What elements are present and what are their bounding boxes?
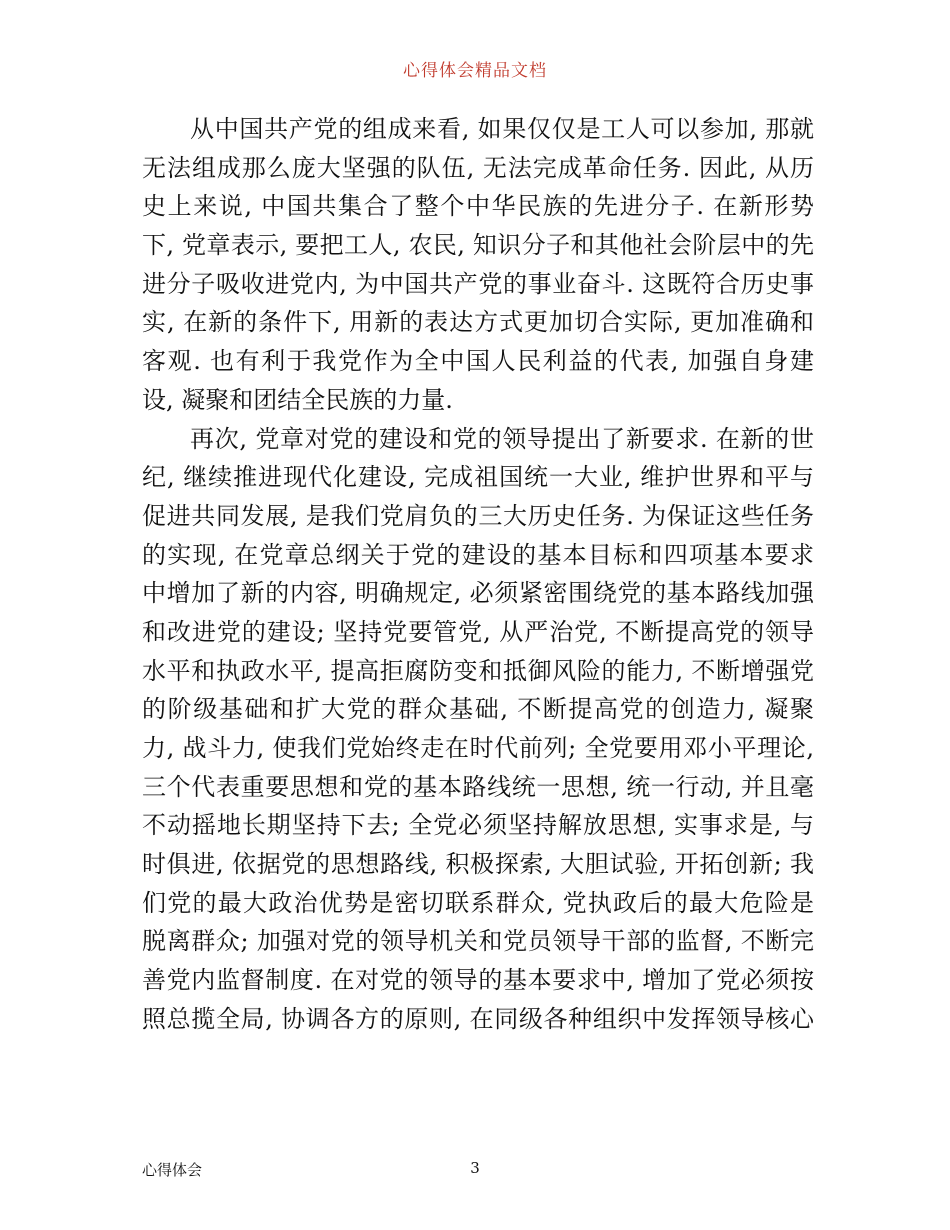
- text-line: 再次, 党章对党的建设和党的领导提出了新要求. 在新的世: [190, 424, 814, 453]
- paragraph-1: [142, 110, 814, 420]
- text-line: 的实现, 在党章总纲关于党的建设的基本目标和四项基本要求: [142, 540, 814, 569]
- text-line: 时俱进, 依据党的思想路线, 积极探索, 大胆试验, 开拓创新; 我: [142, 850, 814, 879]
- text-line: 和改进党的建设; 坚持党要管党, 从严治党, 不断提高党的领导: [142, 617, 814, 646]
- text-line: 实, 在新的条件下, 用新的表达方式更加切合实际, 更加准确和: [142, 308, 814, 337]
- text-line: 水平和执政水平, 提高拒腐防变和抵御风险的能力, 不断增强党: [142, 656, 814, 685]
- text-line: 中增加了新的内容, 明确规定, 必须紧密围绕党的基本路线加强: [142, 579, 814, 608]
- text-line: 无法组成那么庞大坚强的队伍, 无法完成革命任务. 因此, 从历: [142, 153, 814, 182]
- document-header-title: 心得体会精品文档: [403, 61, 547, 81]
- text-line: 设, 凝聚和团结全民族的力量.: [142, 385, 453, 414]
- text-line: 力, 战斗力, 使我们党始终走在时代前列; 全党要用邓小平理论,: [142, 734, 814, 762]
- text-line: 的阶级基础和扩大党的群众基础, 不断提高党的创造力, 凝聚: [142, 695, 814, 724]
- text-line: 脱离群众; 加强对党的领导机关和党员领导干部的监督, 不断完: [142, 927, 814, 956]
- text-line: 照总揽全局, 协调各方的原则, 在同级各种组织中发挥领导核心: [142, 1004, 814, 1033]
- text-line: 们党的最大政治优势是密切联系群众, 党执政后的最大危险是: [142, 888, 814, 917]
- text-line: 客观. 也有利于我党作为全中国人民利益的代表, 加强自身建: [142, 347, 814, 376]
- paragraph-2: [142, 420, 814, 1039]
- document-body: [142, 110, 814, 1039]
- page-number: 3: [470, 1159, 480, 1177]
- text-line: 进分子吸收进党内, 为中国共产党的事业奋斗. 这既符合历史事: [142, 269, 814, 298]
- text-line: 三个代表重要思想和党的基本路线统一思想, 统一行动, 并且毫: [142, 772, 814, 801]
- text-line: 从中国共产党的组成来看, 如果仅仅是工人可以参加, 那就: [190, 115, 814, 143]
- text-line: 史上来说, 中国共集合了整个中华民族的先进分子. 在新形势: [142, 192, 814, 221]
- text-line: 促进共同发展, 是我们党肩负的三大历史任务. 为保证这些任务: [142, 501, 814, 530]
- text-line: 善党内监督制度. 在对党的领导的基本要求中, 增加了党必须按: [142, 966, 814, 995]
- footer-label: 心得体会: [142, 1161, 203, 1179]
- text-line: 不动摇地长期坚持下去; 全党必须坚持解放思想, 实事求是, 与: [142, 811, 814, 840]
- text-line: 下, 党章表示, 要把工人, 农民, 知识分子和其他社会阶层中的先: [142, 231, 814, 260]
- text-line: 纪, 继续推进现代化建设, 完成祖国统一大业, 维护世界和平与: [142, 463, 814, 492]
